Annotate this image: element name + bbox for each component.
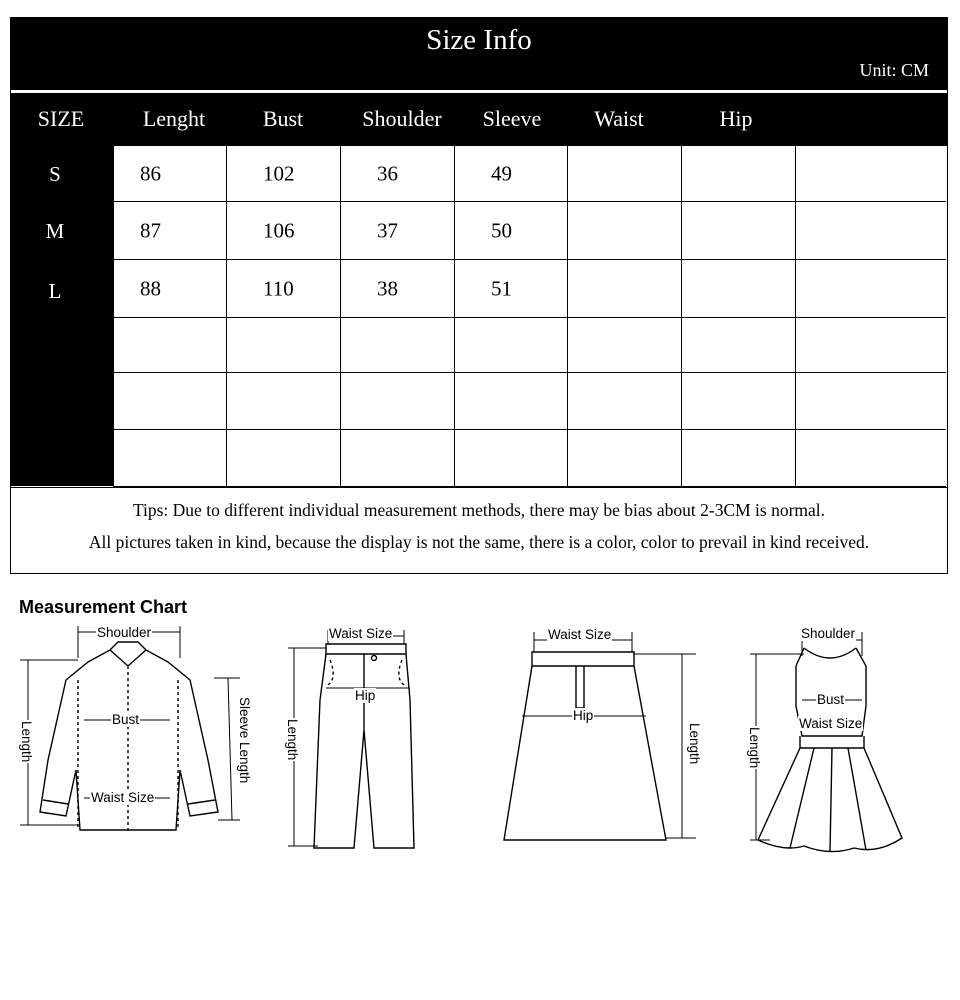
shirt-sketch [18,620,252,840]
table-cell [795,260,946,318]
cell-value: 37 [377,218,398,242]
size-table [10,17,948,574]
table-cell [795,146,946,202]
table-cell [226,373,340,430]
table-cell [226,202,340,260]
dress-sketch [744,620,914,855]
table-cell [340,430,454,487]
table-cell [340,260,454,318]
shirt-illustration [18,620,248,840]
table-cell [454,373,567,430]
table-title: Size Info [426,24,532,56]
cell-value: 49 [491,161,512,185]
pants-waist-label: Waist Size [329,626,393,641]
table-cell [454,202,567,260]
skirt-sketch [500,620,700,845]
cell-value: 106 [263,218,295,242]
table-cell [795,318,946,373]
shirt-bust-label: Bust [112,712,140,727]
dress-bust-label: Bust [817,692,845,707]
table-cell [113,318,226,373]
dress-illustration [744,620,914,855]
shirt-waist-label: Waist Size [91,790,155,805]
header-hip: Hip [719,106,753,131]
skirt-waist-label: Waist Size [548,627,612,642]
table-cell [454,318,567,373]
table-cell [340,318,454,373]
pants-length-label: Length [285,719,300,761]
table-cell [567,430,681,487]
table-cell [567,202,681,260]
table-cell [567,260,681,318]
cell-value: 50 [491,218,512,242]
table-cell [454,146,567,202]
table-cell [454,260,567,318]
table-cell [567,146,681,202]
measurement-chart-title: Measurement Chart [19,597,188,617]
header-waist: Waist [594,106,644,131]
size-label: S [49,162,61,186]
skirt-hip-label: Hip [573,708,594,723]
skirt-illustration [500,620,700,845]
table-cell [340,202,454,260]
table-cell [567,373,681,430]
skirt-length-label: Length [687,723,702,765]
shirt-shoulder-label: Shoulder [97,625,152,640]
tips-box [11,487,947,573]
header-sleeve: Sleeve [482,106,542,131]
header-size: SIZE [37,106,85,131]
table-cell [681,260,795,318]
shirt-length-label: Length [19,721,34,763]
table-cell [113,260,226,318]
title-bar [11,18,947,90]
table-cell [454,430,567,487]
table-cell [226,146,340,202]
cell-value: 38 [377,276,398,300]
cell-value: 51 [491,276,512,300]
tip-line: Tips: Due to different individual measurement methods, there may be bias about 2-3CM is normal. [132,500,826,520]
cell-value: 36 [377,161,398,185]
dress-length-label: Length [747,727,762,769]
header-length: Lenght [142,106,206,131]
table-cell [795,430,946,487]
table-cell [340,146,454,202]
table-cell [113,202,226,260]
cell-value: 110 [263,276,294,300]
table-cell [113,430,226,487]
header-row [11,93,947,146]
header-bust: Bust [262,106,304,131]
unit-label: Unit: CM [859,60,929,80]
table-cell [113,373,226,430]
cell-value: 88 [140,276,161,300]
table-cell [681,373,795,430]
dress-shoulder-label: Shoulder [801,626,856,641]
header-shoulder: Shoulder [362,106,442,131]
table-cell [681,202,795,260]
table-cell [795,202,946,260]
cell-value: 87 [140,218,161,242]
table-cell [567,318,681,373]
pants-hip-label: Hip [355,688,376,703]
table-cell [681,318,795,373]
pants-sketch [282,620,422,850]
table-cell [681,430,795,487]
table-cell [795,373,946,430]
shirt-sleeve-label: Sleeve Length [237,697,252,784]
table-cell [113,146,226,202]
size-column [11,146,113,486]
table-cell [226,430,340,487]
size-label: M [45,219,65,243]
table-cell [226,260,340,318]
table-cell [340,373,454,430]
tip-line: All pictures taken in kind, because the display is not the same, there is a color, color to prevail in kind received. [88,532,870,552]
dress-waist-label: Waist Size [799,716,863,731]
cell-value: 86 [140,161,161,185]
cell-value: 102 [263,161,295,185]
pants-illustration [282,620,422,850]
size-label: L [48,279,62,303]
table-cell [226,318,340,373]
table-cell [681,146,795,202]
